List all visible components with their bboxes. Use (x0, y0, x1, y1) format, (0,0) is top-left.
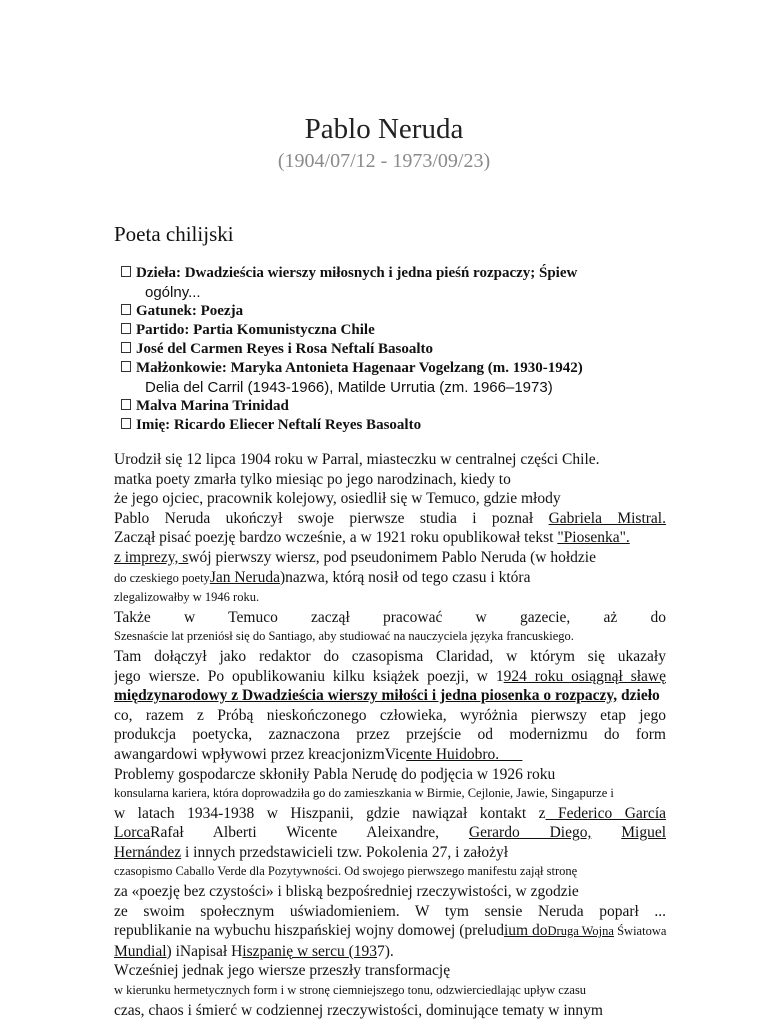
text-line: konsularna kariera, która doprowadziła go do zamieszkania w Birmie, Cejlonie, Jawie, Singapurze i (114, 786, 614, 801)
link-twenty-poems[interactable]: międzynarodowy z Dwadzieścia wierszy miłości i jedna piosenka o rozpaczy, (114, 687, 618, 705)
link-gabriela-mistral[interactable]: Gabriela Mistral. (548, 509, 666, 527)
text-line: jego wiersze. Po opublikowaniu kilku książek poezji, w 1924 roku osiągnął sławę (114, 667, 666, 685)
life-dates: (1904/07/12 - 1973/09/23) (277, 150, 491, 172)
text-line: LorcaRafał Alberti Wicente Aleixandre, Gerardo Diego, Miguel (114, 824, 666, 842)
text-line: co, razem z Próbą nieskończonego człowieka, wyróżnia pierwszy etap jego (114, 706, 666, 724)
checkbox-icon (121, 399, 131, 410)
link-hiszpania-w-sercu[interactable]: iszpanię w sercu (193 (242, 942, 378, 960)
checkbox-icon (121, 323, 131, 334)
fact-spouses: Małżonkowie: Maryka Antonieta Hagenaar Vogelzang (m. 1930-1942) Delia del Carril (1943-1966), Matilde Urrutia (zm. 1966–1973) (121, 359, 681, 397)
fact-child: Malva Marina Trinidad (121, 397, 681, 416)
text-line: czas, chaos i śmierć w codziennej rzeczywistości, dominujące tematy w innym (114, 1001, 603, 1019)
checkbox-icon (121, 361, 131, 372)
text-line: Urodził się 12 lipca 1904 roku w Parral, miasteczku w centralnej części Chile. (114, 451, 600, 468)
section-heading: Poeta chilijski (114, 222, 234, 246)
checkbox-icon (121, 342, 131, 353)
fact-genre: Gatunek: Poezja (121, 302, 681, 321)
text-line: awangardowi wpływowi przez kreacjonizmVicente Huidobro. (114, 745, 523, 763)
text-line: Wcześniej jednak jego wiersze przeszły transformację (114, 962, 451, 980)
checkbox-icon (121, 304, 131, 315)
link-huidobro[interactable]: ente Huidobro. (406, 745, 523, 763)
link-miguel[interactable]: Miguel (621, 824, 666, 842)
link-jan-neruda[interactable]: Jan Neruda (209, 568, 280, 586)
link-preludium[interactable]: ium do (504, 922, 548, 940)
page-title: Pablo Neruda (304, 113, 464, 145)
text-line: międzynarodowy z Dwadzieścia wierszy miłości i jedna piosenka o rozpaczy, dzieło (114, 687, 660, 705)
text-line: w kierunku hermetycznych form i w stronę ciemniejszego tonu, odzwierciedlając upływ czasu (114, 983, 587, 998)
fact-name: Imię: Ricardo Eliecer Neftalí Reyes Basoalto (121, 416, 681, 435)
text-line: matka poety zmarła tylko miesiąc po jego narodzinach, kiedy to (114, 470, 511, 488)
link-1924[interactable]: 924 roku osiągnął sławę (503, 667, 666, 685)
text-line: do czeskiego poetyJan Neruda)nazwa, którą nosił od tego czasu i która (114, 568, 531, 586)
link-piosenka[interactable]: "Piosenka". (557, 529, 630, 547)
text-line: Hernández i innych przedstawicieli tzw. Pokolenia 27, i założył (114, 843, 509, 861)
link-mundial[interactable]: Mundial (114, 942, 167, 960)
text-line: republikanie na wybuchu hiszpańskiej wojny domowej (preludium doDruga Wojna Światowa (114, 922, 667, 940)
text-line: Zaczął pisać poezję bardzo wcześnie, a w 1921 roku opublikował tekst "Piosenka". (114, 529, 630, 547)
text-line: Tam dołączył jako redaktor do czasopisma Claridad, w którym się ukazały (114, 647, 666, 665)
text-line: w latach 1934-1938 w Hiszpanii, gdzie nawiązał kontakt z Federico García (114, 804, 666, 822)
text-line: Mundial) iNapisał Hiszpanię w sercu (1937). (114, 942, 394, 960)
biography-text (114, 450, 666, 1020)
text-line: Szesnaście lat przeniósł się do Santiago, aby studiować na nauczyciela języka francuskiego. (114, 629, 574, 644)
checkbox-icon (121, 266, 131, 277)
text-line: Także w Temuco zaczął pracować w gazecie, aż do (114, 608, 666, 626)
link-druga-wojna[interactable]: Druga Wojna (547, 924, 614, 939)
fact-parents: José del Carmen Reyes i Rosa Neftalí Basoalto (121, 340, 681, 359)
text-line: czasopismo Caballo Verde dla Pozytywności. Od swojego pierwszego manifestu zajął stronę (114, 864, 578, 879)
fact-works: Dzieła: Dwadzieścia wierszy miłosnych i jedna pieśń rozpaczy; Śpiew ogólny... (121, 264, 681, 302)
text-line: Pablo Neruda ukończył swoje pierwsze studia i poznał Gabriela Mistral. (114, 509, 666, 527)
link-lorca[interactable]: Lorca (114, 824, 151, 842)
link-gerardo-diego[interactable]: Gerardo Diego, (468, 824, 592, 842)
link-hernandez[interactable]: Hernández (114, 843, 182, 861)
text-line: że jego ojciec, pracownik kolejowy, osiedlił się w Temuco, gdzie młody (114, 490, 561, 508)
text-line: ze swoim społecznym uświadomieniem. W tym sensie Neruda poparł ... (114, 902, 666, 920)
facts-list (121, 264, 681, 435)
link-z-imprezy[interactable]: z imprezy, s (114, 548, 189, 566)
link-garcia-lorca[interactable]: Federico García (545, 804, 666, 822)
text-line: z imprezy, swój pierwszy wiersz, pod pseudonimem Pablo Neruda (w hołdzie (114, 548, 596, 566)
fact-party: Partido: Partia Komunistyczna Chile (121, 321, 681, 340)
text-line: Problemy gospodarcze skłoniły Pabla Nerudę do podjęcia w 1926 roku (114, 765, 556, 783)
text-line: zlegalizowałby w 1946 roku. (114, 590, 260, 605)
text-line: za «poezję bez czystości» i bliską bezpośredniej rzeczywistości, w zgodzie (114, 883, 579, 901)
text-line: produkcja poetycka, zaznaczona przez przejście od modernizmu do form (114, 726, 666, 744)
checkbox-icon (121, 418, 131, 429)
